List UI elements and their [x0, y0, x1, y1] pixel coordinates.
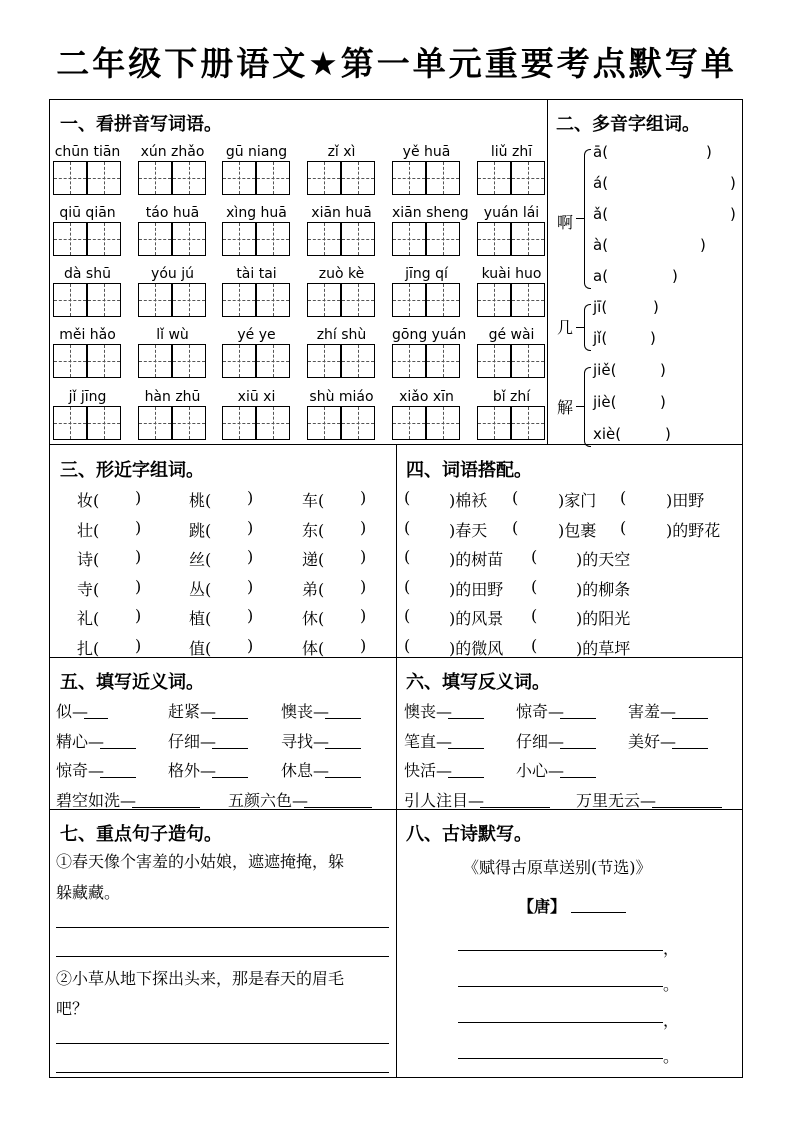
- writing-box[interactable]: [477, 161, 511, 195]
- reading-label: à(: [593, 236, 609, 254]
- answer-line[interactable]: [304, 807, 372, 808]
- section-3-heading: 三、形近字组词。: [60, 460, 204, 481]
- writing-box[interactable]: [511, 161, 545, 195]
- poem-punct: 。: [663, 1047, 680, 1066]
- paren-close: ): [650, 329, 656, 347]
- answer-line[interactable]: [212, 748, 248, 749]
- match-word: )春天: [449, 520, 488, 540]
- section-2-heading: 二、多音字组词。: [556, 114, 700, 135]
- antonym-prompt: 美好—: [628, 731, 677, 751]
- synonym-prompt: 惊奇—: [56, 761, 105, 780]
- match-word: )的田野: [449, 579, 504, 599]
- paren-close: ): [135, 547, 142, 566]
- paren-close: ): [672, 267, 678, 285]
- match-word: )包裹: [558, 520, 597, 540]
- paren-close: ): [247, 488, 254, 507]
- writing-box[interactable]: [53, 406, 87, 440]
- sentence-1-text: ①春天像个害羞的小姑娘，遮遮掩掩，躲: [56, 852, 345, 871]
- similar-char-item: 车(: [302, 491, 325, 510]
- similar-char-item: 壮(: [77, 520, 100, 540]
- match-word: )田野: [666, 491, 705, 510]
- match-word: )的柳条: [576, 579, 631, 599]
- pinyin-label: gōng yuán: [392, 327, 467, 343]
- sentence-1-text-cont: 躲藏藏。: [56, 883, 121, 902]
- paren-open: (: [404, 576, 411, 596]
- paren-close: ): [360, 576, 367, 596]
- synonym-prompt: 懊丧—: [281, 702, 330, 721]
- writing-box[interactable]: [392, 161, 426, 195]
- page-title: 二年级下册语文★第一单元重要考点默写单: [56, 44, 737, 83]
- writing-box[interactable]: [256, 222, 290, 256]
- match-word: )的树苗: [449, 550, 504, 569]
- brace-icon: [576, 218, 584, 219]
- writing-box[interactable]: [392, 222, 426, 256]
- answer-line[interactable]: [325, 777, 361, 778]
- answer-line[interactable]: [672, 748, 708, 749]
- answer-line[interactable]: [560, 777, 596, 778]
- paren-close: ): [247, 576, 254, 596]
- answer-line[interactable]: [132, 807, 200, 808]
- pinyin-label: liǔ zhī: [490, 144, 533, 160]
- pinyin-label: kuài huo: [481, 266, 542, 282]
- writing-box[interactable]: [392, 406, 426, 440]
- writing-box[interactable]: [392, 344, 426, 378]
- writing-box[interactable]: [53, 161, 87, 195]
- writing-box[interactable]: [53, 222, 87, 256]
- paren-close: ): [135, 606, 142, 625]
- paren-open: (: [404, 488, 411, 507]
- paren-close: ): [135, 576, 142, 596]
- writing-box[interactable]: [511, 406, 545, 440]
- answer-line[interactable]: [448, 718, 484, 719]
- answer-line[interactable]: [560, 718, 596, 719]
- match-word: )的微风: [449, 638, 504, 658]
- writing-box[interactable]: [138, 161, 172, 195]
- paren-close: ): [135, 488, 142, 507]
- pinyin-label: jīng qí: [405, 266, 448, 282]
- writing-box[interactable]: [138, 344, 172, 378]
- paren-open: (: [404, 517, 411, 537]
- paren-close: ): [247, 547, 254, 566]
- answer-line[interactable]: [325, 718, 361, 719]
- brace-icon: [576, 406, 584, 407]
- answer-line[interactable]: [100, 777, 136, 778]
- pinyin-label: tài tai: [236, 266, 277, 282]
- writing-box[interactable]: [307, 344, 341, 378]
- paren-open: (: [404, 635, 411, 655]
- writing-box[interactable]: [172, 161, 206, 195]
- writing-box[interactable]: [426, 283, 460, 317]
- reading-label: jī(: [593, 298, 608, 316]
- pinyin-label: xiū xi: [237, 389, 276, 405]
- antonym-prompt: 引人注目—: [404, 790, 485, 810]
- writing-box[interactable]: [477, 222, 511, 256]
- writing-box[interactable]: [426, 161, 460, 195]
- answer-line[interactable]: [56, 956, 389, 957]
- paren-close: ): [135, 635, 142, 655]
- pinyin-label: zuò kè: [318, 266, 365, 282]
- writing-box[interactable]: [511, 222, 545, 256]
- synonym-prompt: 似—: [56, 702, 89, 721]
- writing-box[interactable]: [53, 344, 87, 378]
- answer-line[interactable]: [56, 927, 389, 928]
- pinyin-label: zhí shù: [316, 327, 367, 343]
- writing-box[interactable]: [87, 222, 121, 256]
- writing-box[interactable]: [426, 406, 460, 440]
- writing-box[interactable]: [392, 283, 426, 317]
- pinyin-label: gū niang: [225, 144, 288, 160]
- writing-box[interactable]: [87, 161, 121, 195]
- reading-label: xiè(: [593, 425, 622, 443]
- similar-char-item: 丝(: [189, 550, 212, 569]
- paren-close: ): [247, 606, 254, 625]
- pinyin-label: shù miáo: [309, 389, 374, 405]
- polyphone-char: 几: [557, 318, 574, 337]
- paren-open: (: [512, 517, 519, 537]
- similar-char-item: 桃(: [189, 491, 212, 510]
- synonym-prompt: 精心—: [56, 731, 105, 751]
- antonym-prompt: 笔直—: [404, 731, 453, 751]
- reading-label: ǎ(: [593, 205, 609, 223]
- author-line[interactable]: [571, 912, 626, 913]
- writing-box[interactable]: [222, 344, 256, 378]
- synonym-prompt: 格外—: [168, 761, 217, 780]
- reading-label: jǐ(: [593, 329, 608, 347]
- similar-char-item: 妆(: [77, 491, 100, 510]
- answer-line[interactable]: [560, 748, 596, 749]
- pinyin-label: qiū qiān: [59, 205, 116, 221]
- section-8-heading: 八、古诗默写。: [406, 824, 532, 845]
- writing-box[interactable]: [172, 283, 206, 317]
- poem-punct: 。: [663, 975, 680, 994]
- writing-box[interactable]: [222, 222, 256, 256]
- match-word: )的天空: [576, 550, 631, 569]
- antonym-prompt: 快活—: [404, 761, 453, 780]
- section-1-heading: 一、看拼音写词语。: [60, 114, 222, 135]
- writing-box[interactable]: [172, 344, 206, 378]
- antonym-prompt: 仔细—: [516, 731, 565, 751]
- brace-icon: [576, 327, 584, 328]
- polyphone-char: 解: [557, 398, 574, 417]
- synonym-prompt: 五颜六色—: [228, 790, 309, 810]
- paren-close: ): [730, 205, 736, 223]
- writing-box[interactable]: [307, 161, 341, 195]
- paren-close: ): [135, 517, 142, 537]
- paren-close: ): [700, 236, 706, 254]
- sentence-2-text-cont: 吧？: [56, 999, 89, 1018]
- paren-open: (: [531, 576, 538, 596]
- answer-line[interactable]: [100, 748, 136, 749]
- synonym-prompt: 寻找—: [281, 731, 330, 751]
- match-word: )的阳光: [576, 609, 631, 628]
- answer-line[interactable]: [212, 718, 248, 719]
- antonym-prompt: 惊奇—: [516, 702, 565, 721]
- pinyin-label: zǐ xì: [327, 144, 356, 160]
- paren-close: ): [360, 547, 367, 566]
- reading-label: a(: [593, 267, 609, 285]
- paren-close: ): [660, 361, 666, 379]
- pinyin-label: jǐ jīng: [68, 389, 107, 405]
- paren-open: (: [531, 547, 538, 566]
- paren-close: ): [665, 425, 671, 443]
- similar-char-item: 植(: [189, 609, 212, 628]
- similar-char-item: 值(: [189, 638, 212, 658]
- paren-open: (: [404, 606, 411, 625]
- section-7-heading: 七、重点句子造句。: [60, 824, 222, 845]
- paren-open: (: [404, 547, 411, 566]
- writing-box[interactable]: [511, 283, 545, 317]
- similar-char-item: 丛(: [189, 579, 212, 599]
- answer-line[interactable]: [448, 748, 484, 749]
- writing-box[interactable]: [256, 283, 290, 317]
- paren-close: ): [360, 488, 367, 507]
- paren-close: ): [360, 635, 367, 655]
- divider: [396, 444, 397, 1078]
- paren-close: ): [653, 298, 659, 316]
- answer-line[interactable]: [448, 777, 484, 778]
- poem-punct: ，: [663, 1011, 680, 1030]
- divider: [49, 657, 743, 658]
- writing-box[interactable]: [138, 222, 172, 256]
- brace-icon: [584, 367, 591, 447]
- synonym-prompt: 碧空如洗—: [56, 790, 137, 810]
- paren-open: (: [531, 635, 538, 655]
- writing-box[interactable]: [172, 406, 206, 440]
- pinyin-label: yuán lái: [483, 205, 540, 221]
- writing-box[interactable]: [256, 161, 290, 195]
- writing-box[interactable]: [307, 222, 341, 256]
- paren-close: ): [247, 635, 254, 655]
- reading-label: á(: [593, 174, 609, 192]
- match-word: )棉袄: [449, 491, 488, 510]
- section-4-heading: 四、词语搭配。: [406, 460, 532, 481]
- pinyin-label: xiān huā: [311, 205, 372, 221]
- poem-answer-line[interactable]: [458, 1058, 663, 1059]
- answer-line[interactable]: [212, 777, 248, 778]
- section-6-heading: 六、填写反义词。: [406, 672, 550, 693]
- pinyin-label: táo huā: [145, 205, 200, 221]
- poem-answer-line[interactable]: [458, 950, 663, 951]
- writing-box[interactable]: [307, 406, 341, 440]
- antonym-prompt: 害羞—: [628, 702, 677, 721]
- writing-box[interactable]: [341, 283, 375, 317]
- reading-label: jiè(: [593, 393, 617, 411]
- paren-open: (: [512, 488, 519, 507]
- pinyin-label: yě huā: [402, 144, 451, 160]
- polyphone-char: 啊: [557, 213, 574, 232]
- answer-line[interactable]: [56, 1072, 389, 1073]
- answer-line[interactable]: [672, 718, 708, 719]
- pinyin-label: yóu jú: [151, 266, 194, 282]
- synonym-prompt: 赶紧—: [168, 702, 217, 721]
- writing-box[interactable]: [477, 406, 511, 440]
- writing-box[interactable]: [256, 344, 290, 378]
- pinyin-label: xiǎo xīn: [399, 389, 454, 405]
- synonym-prompt: 休息—: [281, 761, 330, 780]
- writing-box[interactable]: [256, 406, 290, 440]
- similar-char-item: 诗(: [77, 550, 100, 569]
- match-word: )的草坪: [576, 638, 631, 658]
- reading-label: ā(: [593, 143, 609, 161]
- synonym-prompt: 仔细—: [168, 731, 217, 751]
- writing-box[interactable]: [222, 161, 256, 195]
- pinyin-label: lǐ wù: [156, 327, 189, 343]
- paren-open: (: [531, 606, 538, 625]
- paren-close: ): [360, 517, 367, 537]
- pinyin-label: chūn tiān: [54, 144, 121, 160]
- dynasty-label: 【唐】: [518, 897, 567, 916]
- answer-line[interactable]: [56, 1043, 389, 1044]
- writing-box[interactable]: [477, 344, 511, 378]
- writing-box[interactable]: [341, 222, 375, 256]
- writing-box[interactable]: [341, 161, 375, 195]
- antonym-prompt: 懊丧—: [404, 702, 453, 721]
- writing-box[interactable]: [87, 344, 121, 378]
- writing-box[interactable]: [426, 344, 460, 378]
- writing-box[interactable]: [341, 344, 375, 378]
- pinyin-label: yé ye: [237, 327, 276, 343]
- writing-box[interactable]: [222, 406, 256, 440]
- writing-box[interactable]: [511, 344, 545, 378]
- paren-close: ): [360, 606, 367, 625]
- pinyin-label: gé wài: [488, 327, 535, 343]
- paren-close: ): [730, 174, 736, 192]
- similar-char-item: 礼(: [77, 609, 100, 628]
- brace-icon: [584, 149, 591, 289]
- writing-box[interactable]: [341, 406, 375, 440]
- writing-box[interactable]: [138, 406, 172, 440]
- writing-box[interactable]: [87, 406, 121, 440]
- writing-box[interactable]: [222, 283, 256, 317]
- pinyin-label: bǐ zhí: [492, 389, 531, 405]
- divider: [547, 99, 548, 444]
- similar-char-item: 扎(: [77, 638, 100, 658]
- pinyin-label: dà shū: [64, 266, 111, 282]
- pinyin-label: xiān sheng: [392, 205, 469, 221]
- pinyin-label: hàn zhū: [144, 389, 201, 405]
- similar-char-item: 休(: [302, 609, 325, 628]
- writing-box[interactable]: [87, 283, 121, 317]
- writing-box[interactable]: [477, 283, 511, 317]
- similar-char-item: 跳(: [189, 520, 212, 540]
- similar-char-item: 体(: [302, 638, 325, 658]
- pinyin-label: měi hǎo: [59, 327, 116, 343]
- pinyin-label: xìng huā: [226, 205, 287, 221]
- answer-line[interactable]: [480, 807, 550, 808]
- similar-char-item: 寺(: [77, 579, 100, 599]
- reading-label: jiě(: [593, 361, 617, 379]
- section-5-heading: 五、填写近义词。: [60, 672, 204, 693]
- paren-close: ): [706, 143, 712, 161]
- answer-line[interactable]: [652, 807, 722, 808]
- paren-open: (: [620, 517, 627, 537]
- match-word: )家门: [558, 491, 597, 510]
- answer-line[interactable]: [84, 718, 108, 719]
- paren-close: ): [247, 517, 254, 537]
- antonym-prompt: 小心—: [516, 761, 565, 780]
- similar-char-item: 东(: [302, 520, 325, 540]
- paren-close: ): [660, 393, 666, 411]
- antonym-prompt: 万里无云—: [576, 790, 657, 810]
- match-word: )的野花: [666, 520, 721, 540]
- poem-punct: ，: [663, 939, 680, 958]
- writing-box[interactable]: [53, 283, 87, 317]
- poem-answer-line[interactable]: [458, 986, 663, 987]
- sentence-2-text: ②小草从地下探出头来，那是春天的眉毛: [56, 969, 345, 988]
- similar-char-item: 弟(: [302, 579, 325, 599]
- similar-char-item: 递(: [302, 550, 325, 569]
- writing-box[interactable]: [307, 283, 341, 317]
- writing-box[interactable]: [172, 222, 206, 256]
- poem-title: 《赋得古原草送别(节选)》: [463, 858, 652, 877]
- writing-box[interactable]: [138, 283, 172, 317]
- brace-icon: [584, 304, 591, 351]
- writing-box[interactable]: [426, 222, 460, 256]
- poem-answer-line[interactable]: [458, 1022, 663, 1023]
- paren-open: (: [620, 488, 627, 507]
- answer-line[interactable]: [325, 748, 361, 749]
- pinyin-label: xún zhǎo: [140, 144, 205, 160]
- match-word: )的风景: [449, 609, 504, 628]
